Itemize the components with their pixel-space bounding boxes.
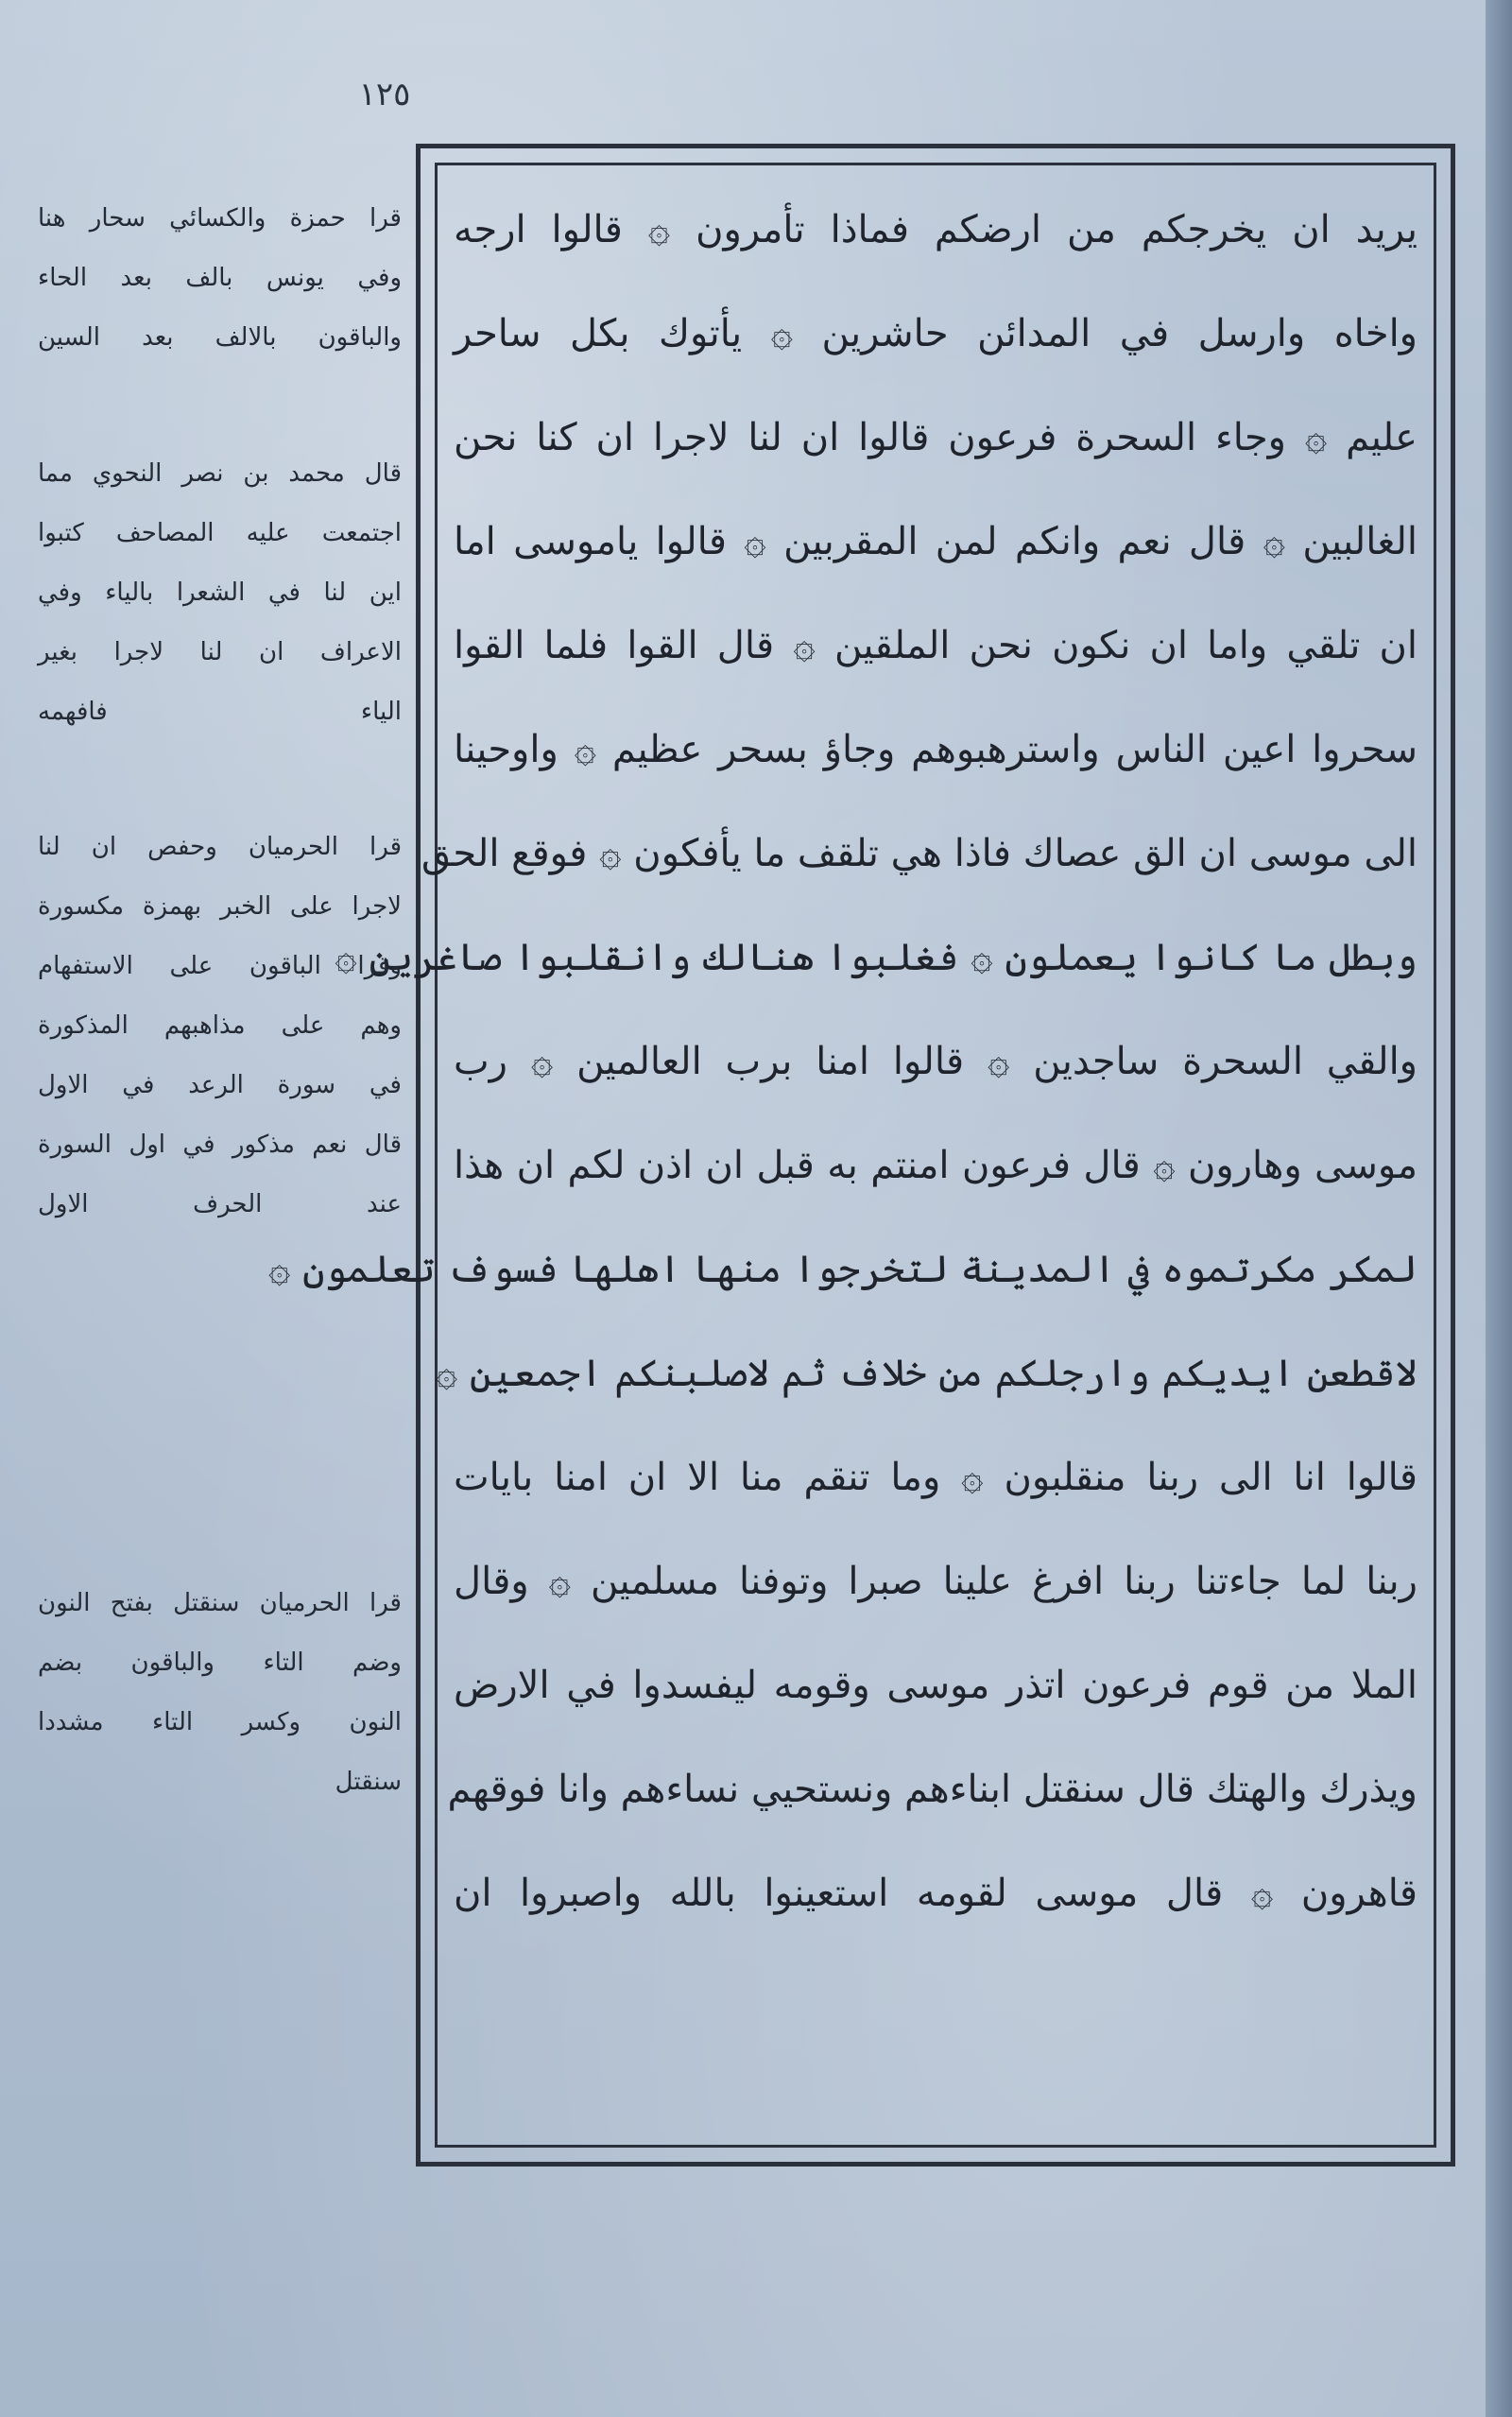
main-text-line: سحروا اعين الناس واسترهبوهم وجاؤ بسحر عظيم ۞ واوحينا <box>454 728 1418 771</box>
margin-note-line: اجتمعت عليه المصاحف كتبوا <box>38 519 402 547</box>
margin-note-line: سنقتل <box>335 1768 402 1796</box>
margin-note-line: الاعراف ان لنا لاجرا بغير <box>38 638 402 666</box>
main-text-line: لاقطعن ايديكم وارجلكم من خلاف ثم لاصلبنكم اجمعين ۞ <box>435 1352 1418 1395</box>
margin-note-3 <box>38 818 402 1234</box>
page-number: ١٢٥ <box>358 76 411 113</box>
margin-note-line: عند الحرف الاول <box>38 1190 402 1218</box>
margin-note-line: قرا الحرميان سنقتل بفتح النون <box>38 1589 402 1617</box>
margin-note-line: لاجرا على الخبر بهمزة مكسورة <box>38 892 402 921</box>
margin-note-4 <box>38 1574 402 1812</box>
margin-note-line: قرا حمزة والكسائي سحار هنا <box>38 204 402 233</box>
main-text-line: لمكر مكرتموه في المدينة لتخرجوا منها اهلها فسوف تعلمون ۞ <box>268 1248 1418 1291</box>
margin-note-2 <box>38 444 402 742</box>
margin-note-line: وضم التاء والباقون بضم <box>38 1649 402 1677</box>
margin-note-line: وقرا الباقون على الاستفهام <box>38 952 402 980</box>
main-text-line: وبطل ما كانوا يعملون ۞ فغلبوا هنالك وانقلبوا صاغرين ۞ <box>335 936 1418 979</box>
margin-note-line: اين لنا في الشعرا بالياء وفي <box>38 578 402 607</box>
main-text-line: قاهرون ۞ قال موسى لقومه استعينوا بالله واصبروا ان <box>454 1872 1418 1915</box>
main-text-line: الملا من قوم فرعون اتذر موسى وقومه ليفسدوا في الارض <box>454 1664 1418 1707</box>
main-text-line: قالوا انا الى ربنا منقلبون ۞ وما تنقم منا الا ان امنا بايات <box>454 1456 1418 1499</box>
main-text-line: ربنا لما جاءتنا ربنا افرغ علينا صبرا وتوفنا مسلمين ۞ وقال <box>454 1560 1418 1603</box>
margin-note-1 <box>38 189 402 368</box>
main-text-line: عليم ۞ وجاء السحرة فرعون قالوا ان لنا لاجرا ان كنا نحن <box>454 416 1418 459</box>
main-text-line: الغالبين ۞ قال نعم وانكم لمن المقربين ۞ قالوا ياموسى اما <box>454 520 1418 563</box>
margin-note-line: الياء فافهمه <box>38 698 402 726</box>
margin-note-line: قال نعم مذكور في اول السورة <box>38 1131 402 1159</box>
main-text-line: ان تلقي واما ان نكون نحن الملقين ۞ قال القوا فلما القوا <box>454 624 1418 667</box>
main-text-line: يريد ان يخرجكم من ارضكم فماذا تأمرون ۞ قالوا ارجه <box>454 208 1418 251</box>
main-text-line: والقي السحرة ساجدين ۞ قالوا امنا برب العالمين ۞ رب <box>454 1040 1418 1083</box>
margin-note-line: قرا الحرميان وحفص ان لنا <box>38 833 402 861</box>
margin-note-line: النون وكسر التاء مشددا <box>38 1708 402 1736</box>
margin-note-line: وفي يونس بالف بعد الحاء <box>38 264 402 292</box>
main-text-line: موسى وهارون ۞ قال فرعون امنتم به قبل ان اذن لكم ان هذا <box>454 1144 1418 1187</box>
margin-note-line: في سورة الرعد في الاول <box>38 1071 402 1099</box>
main-text-line: الى موسى ان الق عصاك فاذا هي تلقف ما يأفكون ۞ فوقع الحق <box>421 832 1418 875</box>
main-text-line: واخاه وارسل في المدائن حاشرين ۞ يأتوك بكل ساحر <box>454 312 1418 355</box>
main-text-block <box>268 178 1418 2134</box>
page-edge <box>1486 0 1512 2417</box>
margin-note-line: قال محمد بن نصر النحوي مما <box>38 459 402 488</box>
margin-note-line: وهم على مذاهبهم المذكورة <box>38 1011 402 1040</box>
main-text-line: ويذرك والهتك قال سنقتل ابناءهم ونستحيي نساءهم وانا فوقهم <box>447 1768 1418 1811</box>
margin-note-line: والباقون بالالف بعد السين <box>38 323 402 352</box>
